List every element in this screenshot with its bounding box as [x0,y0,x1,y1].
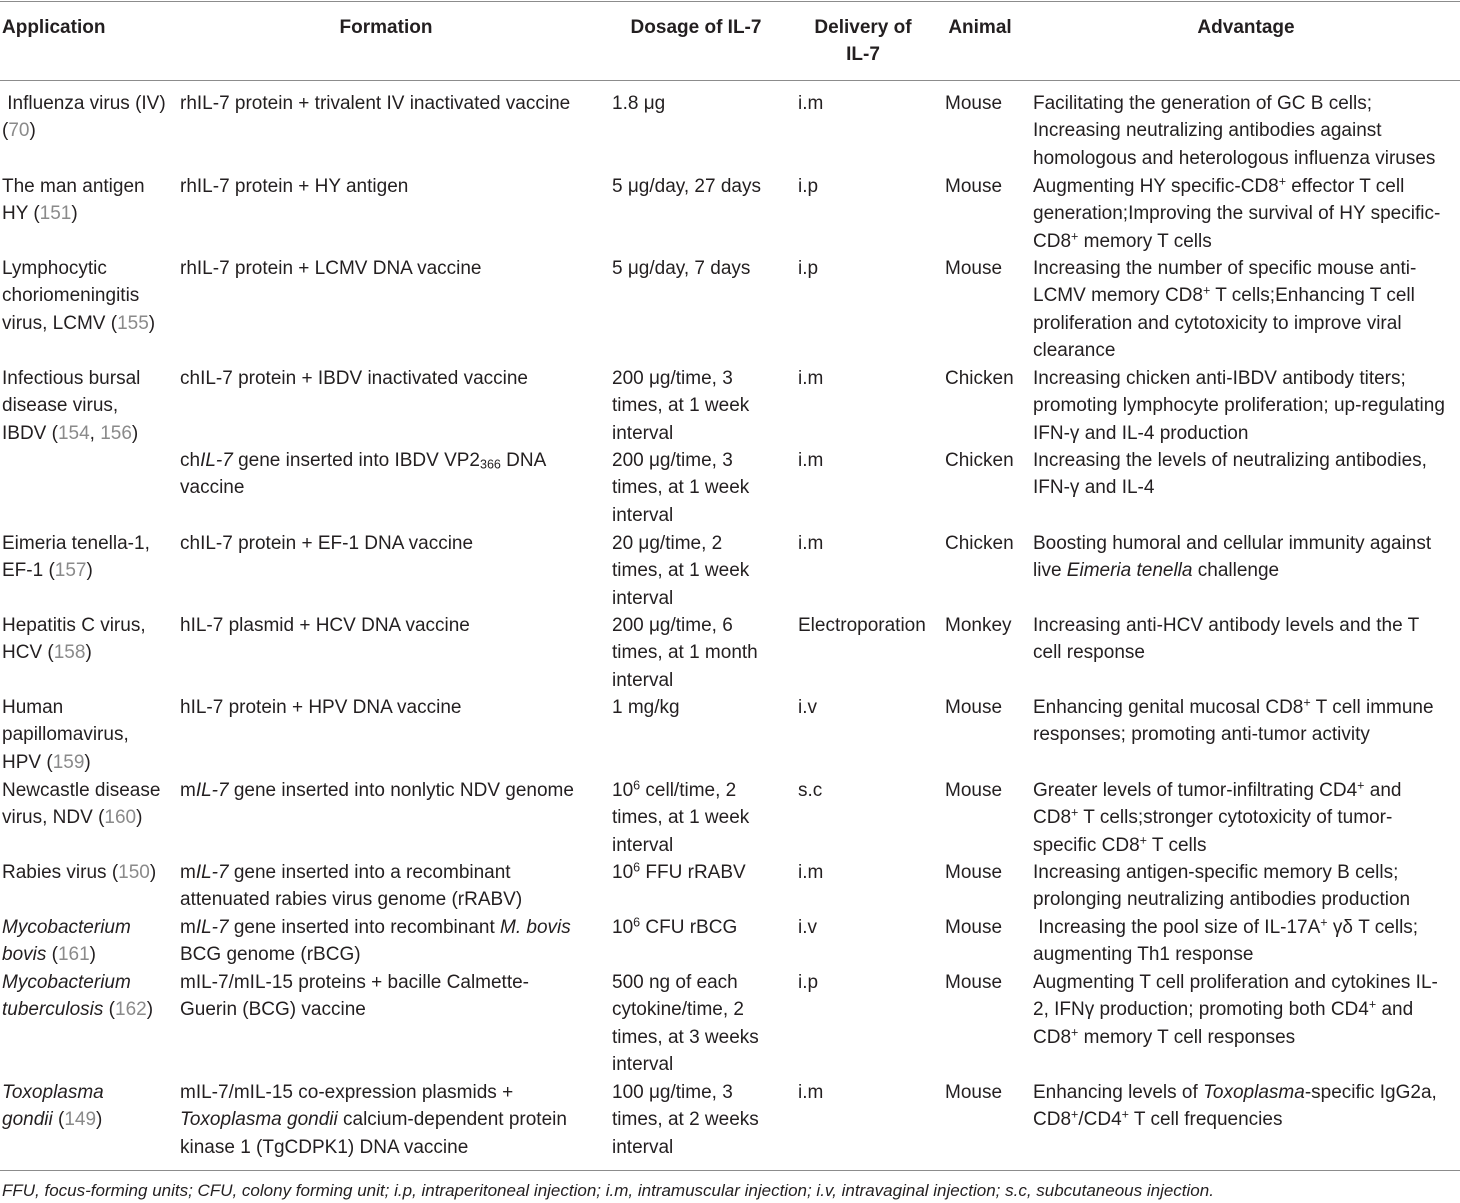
cell-advantage: Augmenting HY specific-CD8+ effector T cell generation;Improving the survival of HY specific- CD8+ memory T cells [1033,174,1441,252]
cell-animal: Mouse [945,917,1003,938]
cell-animal: Chicken [945,533,1014,554]
cell-delivery: i.v [798,917,817,938]
cell-animal: Mouse [945,1082,1003,1103]
header-animal: Animal [948,17,1012,38]
cell-delivery: Electroporation [798,615,926,636]
cell-application: Influenza virus (IV) (70) [2,93,166,142]
table-top-rule [0,1,1460,2]
cell-advantage: Increasing the levels of neutralizing antibodies, IFN-γ and IL-4 [1033,450,1427,499]
cell-delivery: i.m [798,1082,824,1103]
cell-animal: Mouse [945,176,1003,197]
cell-dosage: 500 ng of each cytokine/time, 2 times, at 3 weeks interval [612,972,759,1076]
cell-delivery: s.c [798,780,823,801]
cell-formation: mIL-7 gene inserted into recombinant M. bovis BCG genome (rBCG) [180,917,571,966]
cell-animal: Mouse [945,93,1003,114]
table-footnote: FFU, focus-forming units; CFU, colony forming unit; i.p, intraperitoneal injection; i.m, intramuscular injection; i.v, intravaginal injection; s.c, subcutaneous injection. [2,1181,1214,1200]
cell-dosage: 200 μg/time, 6 times, at 1 month interval [612,615,758,691]
cell-formation: mIL-7 gene inserted into nonlytic NDV genome [180,780,574,801]
cell-formation: hIL-7 protein + HPV DNA vaccine [180,697,462,718]
cell-formation: mIL-7 gene inserted into a recombinant attenuated rabies virus genome (rRABV) [180,862,523,911]
cell-dosage: 1 mg/kg [612,697,680,718]
cell-animal: Chicken [945,368,1014,389]
cell-advantage: Greater levels of tumor-infiltrating CD4+ and CD8+ T cells;stronger cytotoxicity of tumor- specific CD8+ T cells [1033,778,1402,856]
cell-advantage: Enhancing genital mucosal CD8+ T cell immune responses; promoting anti-tumor activity [1033,695,1434,746]
cell-application: Eimeria tenella-1, EF-1 (157) [2,533,150,582]
cell-animal: Monkey [945,615,1012,636]
cell-application: Newcastle disease virus, NDV (160) [2,780,161,829]
cell-dosage: $10^6$ FFU rRABV [612,860,746,883]
header-application: Application [2,17,106,38]
cell-application: Rabies virus (150) [2,862,157,883]
cell-advantage: Boosting humoral and cellular immunity against live Eimeria tenella challenge [1033,533,1432,582]
cell-delivery: i.p [798,258,819,279]
cell-dosage: 100 μg/time, 3 times, at 2 weeks interval [612,1082,759,1158]
cell-advantage: Enhancing levels of Toxoplasma-specific IgG2a, CD8+/CD4+ T cell frequencies [1033,1082,1437,1131]
cell-animal: Mouse [945,862,1003,883]
cell-advantage: Increasing chicken anti-IBDV antibody titers; promoting lymphocyte proliferation; up-regulating IFN-γ and IL-4 production [1033,368,1445,444]
cell-advantage: Increasing anti-HCV antibody levels and the T cell response [1033,615,1420,664]
cell-advantage: Increasing the pool size of IL-17A+ γδ T cells; augmenting Th1 response [1033,915,1419,966]
cell-delivery: i.m [798,862,824,883]
cell-delivery: i.v [798,697,817,718]
cell-delivery: i.m [798,93,824,114]
cell-formation: chIL-7 protein + EF-1 DNA vaccine [180,533,474,554]
cell-formation: chIL-7 gene inserted into IBDV $VP2_{366}$ DNA vaccine [180,450,547,499]
cell-formation: rhIL-7 protein + trivalent IV inactivated vaccine [180,93,571,114]
cell-delivery: i.p [798,972,819,993]
cell-dosage: 5 μg/day, 7 days [612,258,751,279]
cell-delivery: i.m [798,533,824,554]
cell-application: Mycobacterium tuberculosis (162) [2,972,154,1021]
header-delivery: Delivery of IL-7 [814,17,912,65]
cell-formation: mIL-7/mIL-15 co-expression plasmids + Toxoplasma gondii calcium-dependent protein kinase 1 (TgCDPK1) DNA vaccine [180,1082,567,1158]
table-bottom-rule [0,1170,1460,1171]
cell-application: Lymphocytic choriomeningitis virus, LCMV (155) [2,258,156,334]
cell-application: Hepatitis C virus, HCV (158) [2,615,146,664]
cell-advantage: Increasing the number of specific mouse anti- LCMV memory CD8+ T cells;Enhancing T cell proliferation and cytotoxicity to improve viral clearance [1033,258,1417,362]
cell-advantage: Facilitating the generation of GC B cells; Increasing neutralizing antibodies against homologous and heterologous influenza viruses [1033,93,1436,169]
cell-animal: Mouse [945,697,1003,718]
header-formation: Formation [339,17,433,38]
header-bottom-rule [0,80,1460,81]
cell-formation: rhIL-7 protein + LCMV DNA vaccine [180,258,482,279]
cell-application: The man antigen HY (151) [2,176,145,225]
cell-animal: Chicken [945,450,1014,471]
cell-delivery: i.m [798,368,824,389]
cell-dosage: 200 μg/time, 3 times, at 1 week interval [612,368,750,444]
cell-application: Toxoplasma gondii (149) [2,1082,104,1131]
cell-formation: chIL-7 protein + IBDV inactivated vaccine [180,368,528,389]
header-dosage: Dosage of IL-7 [630,17,762,38]
cell-delivery: i.p [798,176,819,197]
cell-application: Mycobacterium bovis (161) [2,917,131,966]
cell-application: Infectious bursal disease virus, IBDV (154, 156) [2,368,141,444]
cell-application: Human papillomavirus, HPV (159) [2,697,129,773]
cell-dosage: 20 μg/time, 2 times, at 1 week interval [612,533,750,609]
cell-formation: hIL-7 plasmid + HCV DNA vaccine [180,615,470,636]
cell-dosage: 5 μg/day, 27 days [612,176,761,197]
cell-advantage: Augmenting T cell proliferation and cytokines IL- 2, IFNγ production; promoting both CD4+ and CD8+ memory T cell responses [1033,972,1438,1048]
cell-delivery: i.m [798,450,824,471]
cell-animal: Mouse [945,972,1003,993]
cell-dosage: 200 μg/time, 3 times, at 1 week interval [612,450,750,526]
cell-animal: Mouse [945,780,1003,801]
cell-formation: mIL-7/mIL-15 proteins + bacille Calmette- Guerin (BCG) vaccine [180,972,530,1021]
cell-dosage: 1.8 μg [612,93,666,114]
cell-dosage: $10^6$ cell/time, 2 times, at 1 week interval [612,778,750,856]
cell-formation: rhIL-7 protein + HY antigen [180,176,409,197]
cell-advantage: Increasing antigen-specific memory B cells; prolonging neutralizing antibodies production [1033,862,1411,911]
header-advantage: Advantage [1197,17,1295,38]
cell-animal: Mouse [945,258,1003,279]
cell-dosage: $10^6$ CFU rBCG [612,915,738,938]
